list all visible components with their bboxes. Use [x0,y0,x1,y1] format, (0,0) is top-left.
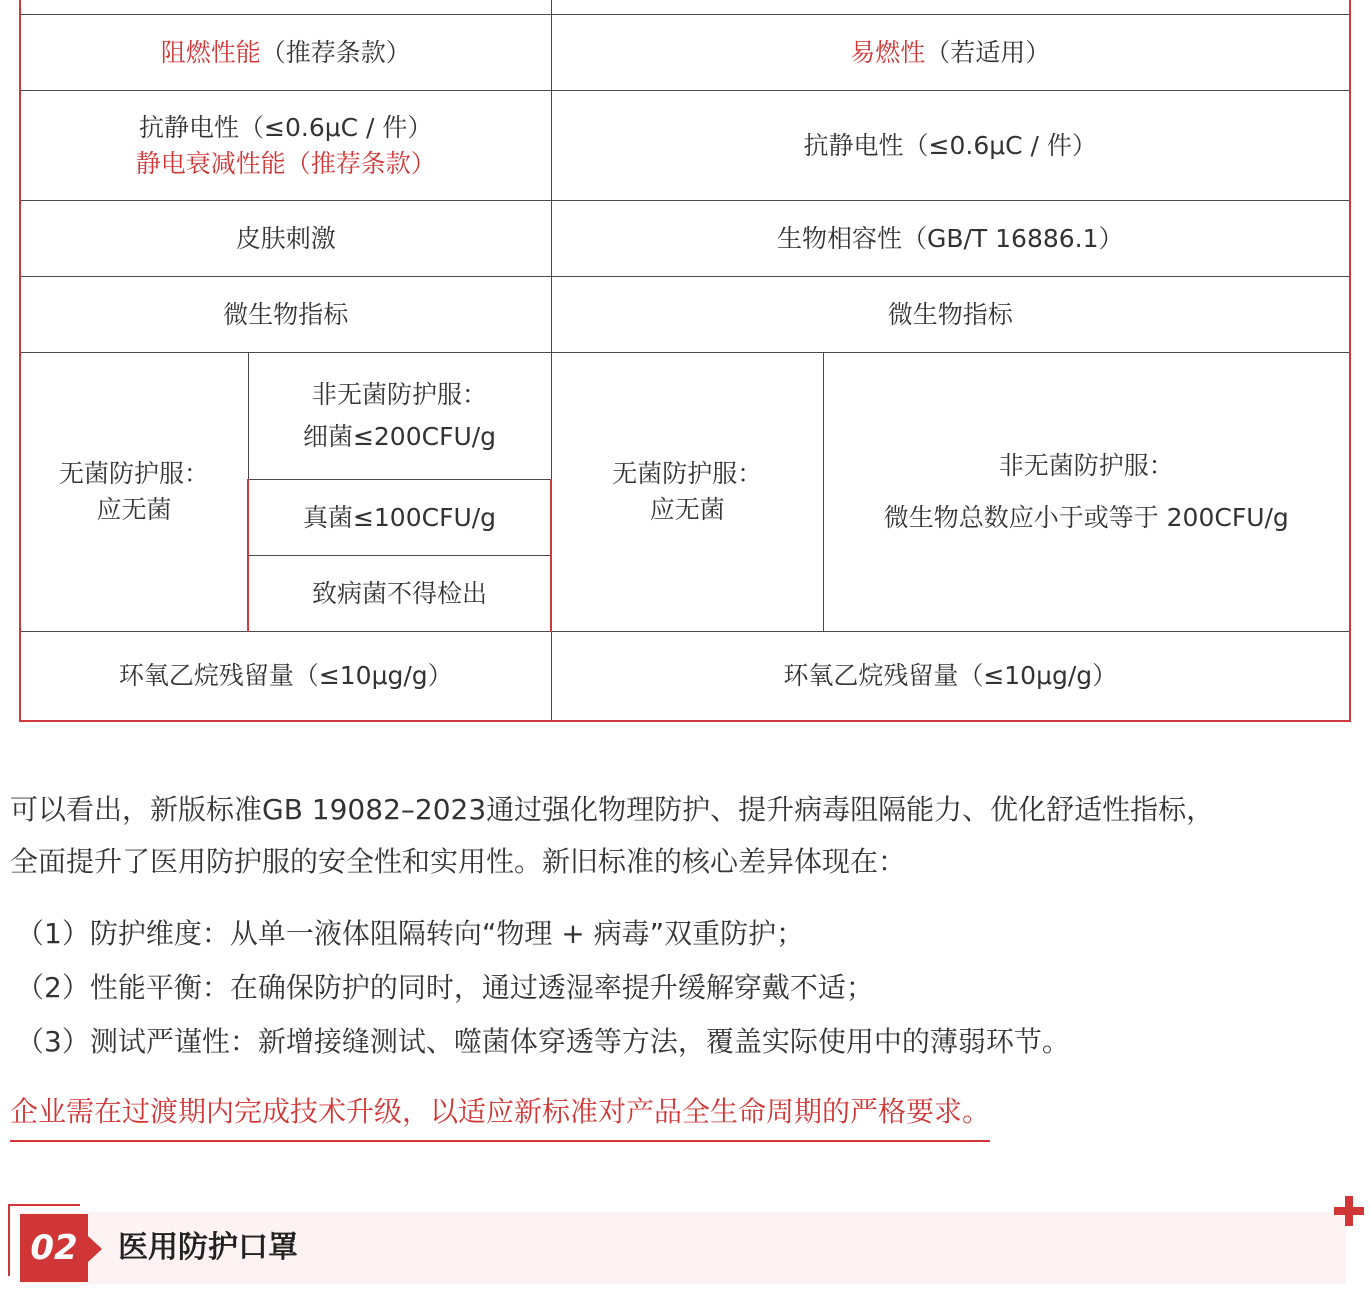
conclusion-text: 企业需在过渡期内完成技术升级，以适应新标准对产品全生命周期的严格要求。 [10,1090,990,1142]
section-number-badge: 02 [20,1214,88,1282]
microbial-header: 微生物指标 [551,277,1350,353]
arrow-right-icon [88,1236,102,1262]
flammability-label: 易燃性 [850,37,926,67]
total-microbe-limit: 微生物总数应小于或等于 200CFU/g [883,503,1289,532]
static-decay-text: 静电衰减性能（推荐条款） [135,148,436,178]
sterile-gown-cell [20,353,248,632]
sterile-label: 无菌防护服： [612,459,763,488]
standards-comparison-table [19,0,1351,722]
paragraph-line: 可以看出，新版标准GB 19082–2023通过强化物理防护、提升病毒阻隔能力、优化舒适性指标， [10,793,1215,826]
table-row [20,632,1350,721]
table-row [20,0,1350,15]
summary-paragraph [10,784,1360,888]
skin-irritation-text: 皮肤刺激 [20,201,551,277]
applicable-note: （若适用） [925,37,1051,67]
table-cell [551,15,1350,91]
table-row [20,201,1350,277]
table-row [20,91,1350,201]
non-sterile-bacteria-cell [248,353,551,480]
fungi-limit: 真菌≤100CFU/g [248,480,551,556]
flame-retardant-label: 阻燃性能 [160,37,261,67]
eo-residue-text: 环氧乙烷残留量（≤10μg/g） [551,632,1350,721]
pathogen-limit: 致病菌不得检出 [248,556,551,632]
sterile-label: 无菌防护服： [58,459,209,488]
table-row [20,353,1350,480]
table-cell [20,91,551,201]
bacteria-limit: 细菌≤200CFU/g [302,422,497,451]
table-cell [20,15,551,91]
list-item: （1）防护维度：从单一液体阻隔转向“物理 + 病毒”双重防护； [16,917,805,950]
recommended-note: （推荐条款） [260,37,411,67]
table-row [20,15,1350,91]
non-sterile-label: 非无菌防护服： [998,451,1174,480]
table-cell [20,0,551,15]
non-sterile-total-cell [823,353,1350,632]
sterile-requirement: 应无菌 [96,495,172,524]
eo-residue-text: 环氧乙烷残留量（≤10μg/g） [20,632,551,721]
sterile-requirement: 应无菌 [649,495,725,524]
non-sterile-label: 非无菌防护服： [311,380,487,409]
section-title: 医用防护口罩 [118,1230,298,1265]
antistatic-text: 抗静电性（≤0.6μC / 件） [551,91,1350,201]
list-item: （2）性能平衡：在确保防护的同时，通过透湿率提升缓解穿戴不适； [16,971,874,1004]
table-row [20,277,1350,353]
paragraph-line: 全面提升了医用防护服的安全性和实用性。新旧标准的核心差异体现在： [10,845,907,878]
list-item: （3）测试严谨性：新增接缝测试、噬菌体穿透等方法，覆盖实际使用中的薄弱环节。 [16,1025,1070,1058]
biocompatibility-text: 生物相容性（GB/T 16886.1） [551,201,1350,277]
microbial-header: 微生物指标 [20,277,551,353]
sterile-gown-cell [551,353,823,632]
antistatic-text: 抗静电性（≤0.6μC / 件） [139,112,433,142]
table-cell [551,0,1350,15]
